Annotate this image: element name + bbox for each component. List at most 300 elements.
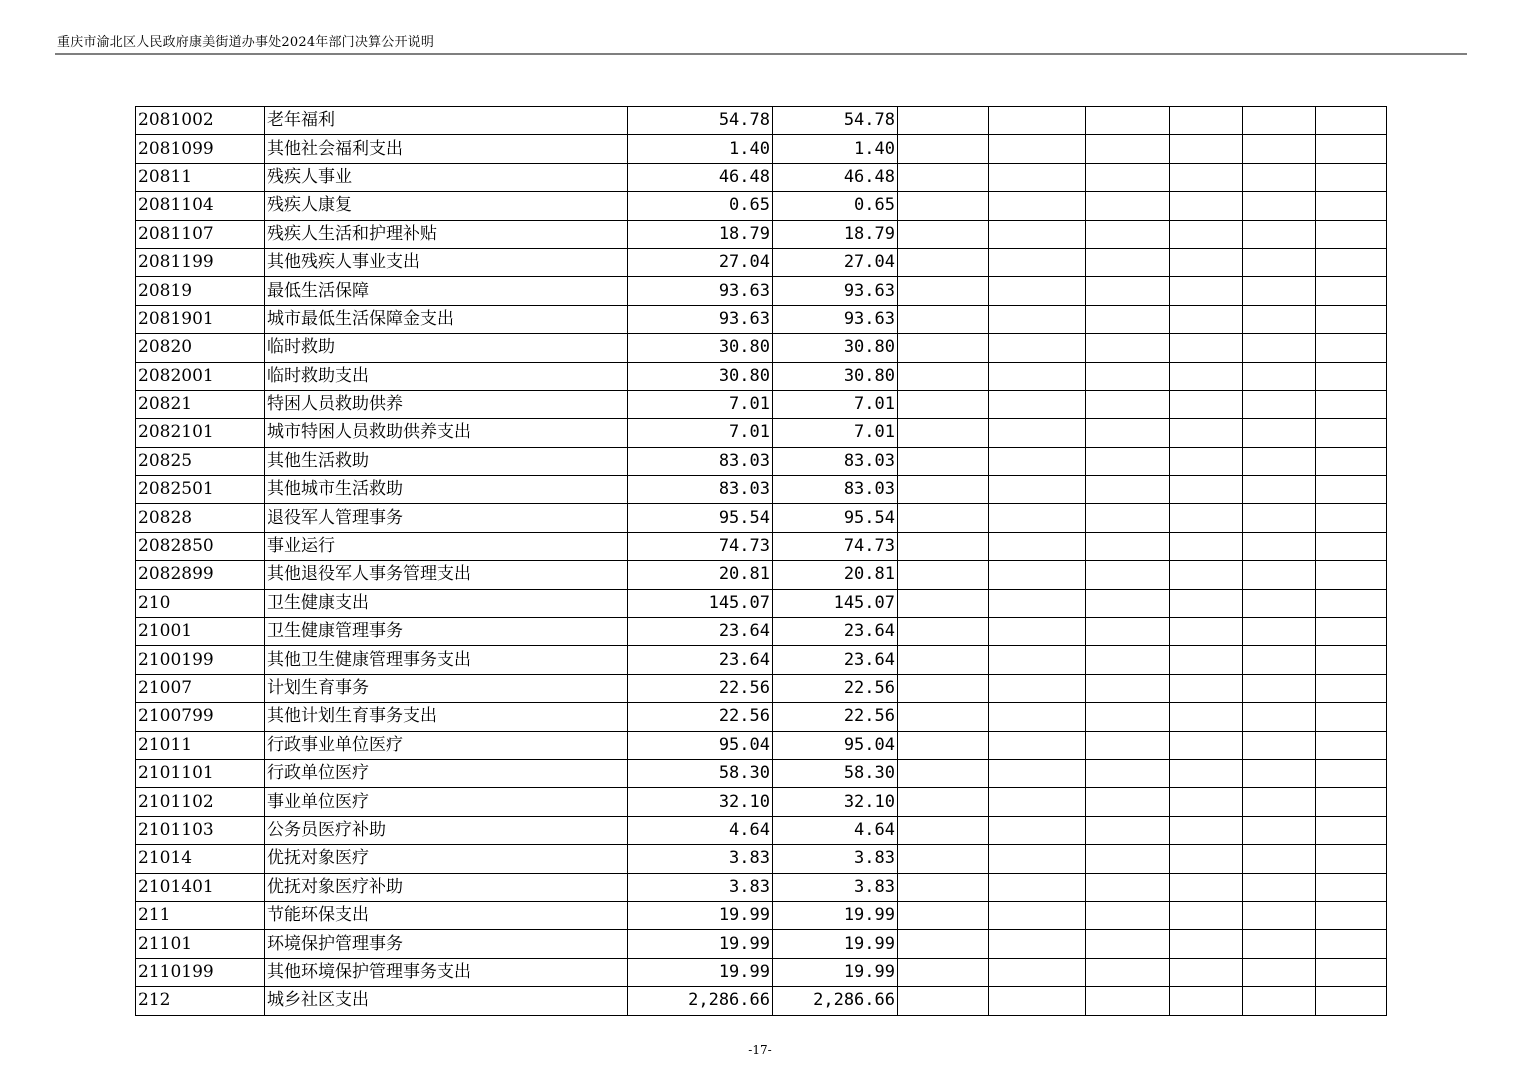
empty-cell — [1243, 362, 1316, 390]
table-row — [136, 674, 1387, 702]
empty-cell — [898, 589, 989, 617]
empty-cell — [898, 390, 989, 418]
empty-cell — [1086, 958, 1170, 986]
subject-code-cell: 2081901 — [136, 305, 265, 333]
empty-cell — [1170, 987, 1243, 1015]
amount-cell: 46.48 — [773, 163, 898, 191]
empty-cell — [1170, 532, 1243, 560]
empty-cell — [1170, 816, 1243, 844]
empty-cell — [1170, 163, 1243, 191]
table-row — [136, 277, 1387, 305]
subject-name-cell: 残疾人康复 — [265, 192, 628, 220]
empty-cell — [1316, 305, 1387, 333]
amount-cell: 7.01 — [773, 419, 898, 447]
table-row — [136, 504, 1387, 532]
empty-cell — [1316, 845, 1387, 873]
empty-cell — [1170, 277, 1243, 305]
empty-cell — [1243, 731, 1316, 759]
empty-cell — [1243, 334, 1316, 362]
empty-cell — [1316, 987, 1387, 1015]
empty-cell — [989, 788, 1086, 816]
subject-name-cell: 优抚对象医疗补助 — [265, 873, 628, 901]
subject-code-cell: 2082001 — [136, 362, 265, 390]
expenditure-table — [135, 106, 1387, 1016]
amount-cell: 1.40 — [773, 135, 898, 163]
total-amount-cell: 93.63 — [628, 277, 773, 305]
subject-name-cell: 临时救助 — [265, 334, 628, 362]
empty-cell — [1316, 135, 1387, 163]
table-row — [136, 589, 1387, 617]
empty-cell — [1316, 561, 1387, 589]
total-amount-cell: 19.99 — [628, 901, 773, 929]
table-row — [136, 703, 1387, 731]
empty-cell — [898, 958, 989, 986]
empty-cell — [898, 135, 989, 163]
empty-cell — [1316, 703, 1387, 731]
empty-cell — [1243, 107, 1316, 135]
table-row — [136, 816, 1387, 844]
amount-cell: 145.07 — [773, 589, 898, 617]
empty-cell — [1243, 532, 1316, 560]
table-row — [136, 334, 1387, 362]
amount-cell: 30.80 — [773, 334, 898, 362]
empty-cell — [1170, 135, 1243, 163]
empty-cell — [989, 703, 1086, 731]
empty-cell — [1243, 504, 1316, 532]
total-amount-cell: 23.64 — [628, 618, 773, 646]
empty-cell — [1086, 220, 1170, 248]
empty-cell — [1316, 362, 1387, 390]
empty-cell — [898, 248, 989, 276]
empty-cell — [989, 419, 1086, 447]
empty-cell — [1316, 419, 1387, 447]
total-amount-cell: 30.80 — [628, 334, 773, 362]
empty-cell — [1243, 816, 1316, 844]
subject-name-cell: 其他生活救助 — [265, 447, 628, 475]
total-amount-cell: 3.83 — [628, 845, 773, 873]
empty-cell — [1243, 987, 1316, 1015]
empty-cell — [1243, 305, 1316, 333]
header-divider — [55, 53, 1467, 55]
subject-code-cell: 20825 — [136, 447, 265, 475]
empty-cell — [1316, 930, 1387, 958]
empty-cell — [1316, 589, 1387, 617]
empty-cell — [989, 504, 1086, 532]
subject-name-cell: 临时救助支出 — [265, 362, 628, 390]
empty-cell — [1243, 873, 1316, 901]
empty-cell — [898, 334, 989, 362]
empty-cell — [1243, 277, 1316, 305]
subject-name-cell: 其他环境保护管理事务支出 — [265, 958, 628, 986]
subject-code-cell: 2081199 — [136, 248, 265, 276]
empty-cell — [1316, 163, 1387, 191]
table-row — [136, 958, 1387, 986]
subject-code-cell: 2101101 — [136, 759, 265, 787]
empty-cell — [989, 674, 1086, 702]
subject-code-cell: 2081099 — [136, 135, 265, 163]
subject-code-cell: 2101103 — [136, 816, 265, 844]
empty-cell — [1243, 476, 1316, 504]
empty-cell — [898, 476, 989, 504]
empty-cell — [1243, 419, 1316, 447]
empty-cell — [1243, 674, 1316, 702]
total-amount-cell: 19.99 — [628, 930, 773, 958]
empty-cell — [1170, 873, 1243, 901]
subject-name-cell: 残疾人事业 — [265, 163, 628, 191]
empty-cell — [1086, 561, 1170, 589]
subject-name-cell: 城乡社区支出 — [265, 987, 628, 1015]
empty-cell — [989, 163, 1086, 191]
empty-cell — [1316, 390, 1387, 418]
table-row — [136, 447, 1387, 475]
empty-cell — [1316, 958, 1387, 986]
empty-cell — [989, 135, 1086, 163]
total-amount-cell: 22.56 — [628, 703, 773, 731]
table-row — [136, 532, 1387, 560]
empty-cell — [898, 930, 989, 958]
amount-cell: 93.63 — [773, 305, 898, 333]
subject-name-cell: 老年福利 — [265, 107, 628, 135]
empty-cell — [989, 447, 1086, 475]
amount-cell: 22.56 — [773, 703, 898, 731]
table-row — [136, 362, 1387, 390]
empty-cell — [989, 589, 1086, 617]
empty-cell — [1086, 192, 1170, 220]
table-row — [136, 305, 1387, 333]
subject-name-cell: 行政事业单位医疗 — [265, 731, 628, 759]
empty-cell — [898, 646, 989, 674]
amount-cell: 20.81 — [773, 561, 898, 589]
table-body — [136, 107, 1387, 1016]
subject-name-cell: 最低生活保障 — [265, 277, 628, 305]
empty-cell — [1170, 759, 1243, 787]
empty-cell — [1086, 532, 1170, 560]
empty-cell — [1170, 220, 1243, 248]
subject-name-cell: 卫生健康支出 — [265, 589, 628, 617]
total-amount-cell: 0.65 — [628, 192, 773, 220]
amount-cell: 27.04 — [773, 248, 898, 276]
subject-code-cell: 2101102 — [136, 788, 265, 816]
total-amount-cell: 54.78 — [628, 107, 773, 135]
amount-cell: 95.54 — [773, 504, 898, 532]
empty-cell — [1086, 703, 1170, 731]
table-row — [136, 220, 1387, 248]
empty-cell — [898, 419, 989, 447]
table-row — [136, 476, 1387, 504]
empty-cell — [989, 220, 1086, 248]
empty-cell — [989, 901, 1086, 929]
subject-name-cell: 特困人员救助供养 — [265, 390, 628, 418]
amount-cell: 54.78 — [773, 107, 898, 135]
amount-cell: 30.80 — [773, 362, 898, 390]
empty-cell — [989, 107, 1086, 135]
empty-cell — [1170, 447, 1243, 475]
empty-cell — [1086, 987, 1170, 1015]
table-row — [136, 107, 1387, 135]
table-row — [136, 561, 1387, 589]
empty-cell — [1316, 277, 1387, 305]
empty-cell — [1086, 788, 1170, 816]
empty-cell — [1170, 192, 1243, 220]
table-row — [136, 135, 1387, 163]
subject-code-cell: 2081104 — [136, 192, 265, 220]
empty-cell — [989, 248, 1086, 276]
empty-cell — [1086, 646, 1170, 674]
empty-cell — [1086, 447, 1170, 475]
empty-cell — [989, 873, 1086, 901]
empty-cell — [1243, 788, 1316, 816]
subject-code-cell: 21101 — [136, 930, 265, 958]
empty-cell — [1316, 618, 1387, 646]
empty-cell — [1243, 703, 1316, 731]
empty-cell — [1086, 759, 1170, 787]
empty-cell — [1316, 759, 1387, 787]
empty-cell — [898, 447, 989, 475]
table-row — [136, 248, 1387, 276]
subject-code-cell: 2081107 — [136, 220, 265, 248]
document-header-title: 重庆市渝北区人民政府康美街道办事处2024年部门决算公开说明 — [57, 35, 435, 50]
subject-code-cell: 2100799 — [136, 703, 265, 731]
empty-cell — [989, 759, 1086, 787]
empty-cell — [1086, 390, 1170, 418]
subject-name-cell: 其他残疾人事业支出 — [265, 248, 628, 276]
empty-cell — [1170, 930, 1243, 958]
subject-code-cell: 2100199 — [136, 646, 265, 674]
empty-cell — [1243, 220, 1316, 248]
total-amount-cell: 27.04 — [628, 248, 773, 276]
empty-cell — [1170, 419, 1243, 447]
amount-cell: 93.63 — [773, 277, 898, 305]
subject-name-cell: 残疾人生活和护理补贴 — [265, 220, 628, 248]
empty-cell — [898, 107, 989, 135]
empty-cell — [898, 277, 989, 305]
empty-cell — [898, 731, 989, 759]
subject-name-cell: 行政单位医疗 — [265, 759, 628, 787]
empty-cell — [989, 731, 1086, 759]
total-amount-cell: 30.80 — [628, 362, 773, 390]
empty-cell — [1243, 135, 1316, 163]
subject-code-cell: 2082850 — [136, 532, 265, 560]
amount-cell: 0.65 — [773, 192, 898, 220]
subject-code-cell: 211 — [136, 901, 265, 929]
empty-cell — [898, 532, 989, 560]
empty-cell — [898, 163, 989, 191]
table-row — [136, 845, 1387, 873]
subject-name-cell: 事业单位医疗 — [265, 788, 628, 816]
empty-cell — [1086, 845, 1170, 873]
amount-cell: 18.79 — [773, 220, 898, 248]
empty-cell — [1243, 646, 1316, 674]
empty-cell — [1086, 504, 1170, 532]
amount-cell: 3.83 — [773, 873, 898, 901]
empty-cell — [1316, 504, 1387, 532]
subject-code-cell: 20821 — [136, 390, 265, 418]
empty-cell — [1243, 845, 1316, 873]
table-row — [136, 987, 1387, 1015]
empty-cell — [989, 958, 1086, 986]
empty-cell — [1316, 674, 1387, 702]
empty-cell — [1170, 362, 1243, 390]
amount-cell: 7.01 — [773, 390, 898, 418]
empty-cell — [989, 646, 1086, 674]
empty-cell — [1170, 618, 1243, 646]
total-amount-cell: 74.73 — [628, 532, 773, 560]
empty-cell — [1086, 816, 1170, 844]
empty-cell — [1243, 958, 1316, 986]
subject-code-cell: 21011 — [136, 731, 265, 759]
empty-cell — [1316, 646, 1387, 674]
amount-cell: 4.64 — [773, 816, 898, 844]
empty-cell — [1086, 248, 1170, 276]
subject-name-cell: 退役军人管理事务 — [265, 504, 628, 532]
amount-cell: 19.99 — [773, 901, 898, 929]
subject-name-cell: 其他退役军人事务管理支出 — [265, 561, 628, 589]
amount-cell: 22.56 — [773, 674, 898, 702]
empty-cell — [1316, 220, 1387, 248]
empty-cell — [1243, 930, 1316, 958]
empty-cell — [989, 334, 1086, 362]
subject-name-cell: 城市特困人员救助供养支出 — [265, 419, 628, 447]
table-row — [136, 731, 1387, 759]
empty-cell — [1170, 390, 1243, 418]
empty-cell — [1243, 759, 1316, 787]
subject-name-cell: 其他社会福利支出 — [265, 135, 628, 163]
empty-cell — [1086, 419, 1170, 447]
empty-cell — [1170, 958, 1243, 986]
total-amount-cell: 19.99 — [628, 958, 773, 986]
total-amount-cell: 83.03 — [628, 476, 773, 504]
empty-cell — [898, 504, 989, 532]
table-row — [136, 163, 1387, 191]
table-row — [136, 788, 1387, 816]
empty-cell — [1170, 504, 1243, 532]
subject-name-cell: 优抚对象医疗 — [265, 845, 628, 873]
empty-cell — [1316, 532, 1387, 560]
empty-cell — [898, 362, 989, 390]
amount-cell: 74.73 — [773, 532, 898, 560]
empty-cell — [989, 192, 1086, 220]
total-amount-cell: 18.79 — [628, 220, 773, 248]
subject-code-cell: 2082899 — [136, 561, 265, 589]
empty-cell — [1086, 305, 1170, 333]
empty-cell — [989, 362, 1086, 390]
table-row — [136, 759, 1387, 787]
empty-cell — [898, 788, 989, 816]
empty-cell — [1243, 163, 1316, 191]
empty-cell — [1170, 845, 1243, 873]
empty-cell — [1316, 476, 1387, 504]
amount-cell: 58.30 — [773, 759, 898, 787]
empty-cell — [1086, 930, 1170, 958]
empty-cell — [1170, 476, 1243, 504]
subject-name-cell: 其他计划生育事务支出 — [265, 703, 628, 731]
empty-cell — [989, 845, 1086, 873]
empty-cell — [898, 192, 989, 220]
empty-cell — [1170, 248, 1243, 276]
total-amount-cell: 83.03 — [628, 447, 773, 475]
table-row — [136, 390, 1387, 418]
empty-cell — [1316, 816, 1387, 844]
empty-cell — [1170, 107, 1243, 135]
empty-cell — [1086, 277, 1170, 305]
empty-cell — [1243, 901, 1316, 929]
empty-cell — [898, 845, 989, 873]
subject-code-cell: 2082501 — [136, 476, 265, 504]
empty-cell — [1086, 334, 1170, 362]
subject-name-cell: 卫生健康管理事务 — [265, 618, 628, 646]
empty-cell — [989, 390, 1086, 418]
total-amount-cell: 20.81 — [628, 561, 773, 589]
empty-cell — [989, 618, 1086, 646]
subject-name-cell: 事业运行 — [265, 532, 628, 560]
amount-cell: 2,286.66 — [773, 987, 898, 1015]
subject-code-cell: 20811 — [136, 163, 265, 191]
total-amount-cell: 145.07 — [628, 589, 773, 617]
empty-cell — [1170, 334, 1243, 362]
empty-cell — [1243, 390, 1316, 418]
subject-name-cell: 环境保护管理事务 — [265, 930, 628, 958]
total-amount-cell: 23.64 — [628, 646, 773, 674]
subject-code-cell: 2101401 — [136, 873, 265, 901]
total-amount-cell: 46.48 — [628, 163, 773, 191]
table-row — [136, 646, 1387, 674]
empty-cell — [1170, 305, 1243, 333]
empty-cell — [1243, 561, 1316, 589]
empty-cell — [989, 561, 1086, 589]
empty-cell — [1170, 674, 1243, 702]
empty-cell — [989, 305, 1086, 333]
subject-name-cell: 其他城市生活救助 — [265, 476, 628, 504]
subject-name-cell: 节能环保支出 — [265, 901, 628, 929]
total-amount-cell: 93.63 — [628, 305, 773, 333]
empty-cell — [989, 930, 1086, 958]
subject-code-cell: 20820 — [136, 334, 265, 362]
total-amount-cell: 3.83 — [628, 873, 773, 901]
empty-cell — [1086, 135, 1170, 163]
subject-code-cell: 2081002 — [136, 107, 265, 135]
empty-cell — [1243, 248, 1316, 276]
subject-name-cell: 城市最低生活保障金支出 — [265, 305, 628, 333]
total-amount-cell: 32.10 — [628, 788, 773, 816]
empty-cell — [898, 873, 989, 901]
empty-cell — [1170, 589, 1243, 617]
total-amount-cell: 95.04 — [628, 731, 773, 759]
empty-cell — [898, 816, 989, 844]
empty-cell — [1316, 731, 1387, 759]
total-amount-cell: 95.54 — [628, 504, 773, 532]
amount-cell: 23.64 — [773, 646, 898, 674]
empty-cell — [1316, 334, 1387, 362]
empty-cell — [1170, 788, 1243, 816]
empty-cell — [1170, 561, 1243, 589]
amount-cell: 32.10 — [773, 788, 898, 816]
subject-code-cell: 21014 — [136, 845, 265, 873]
empty-cell — [1243, 618, 1316, 646]
total-amount-cell: 2,286.66 — [628, 987, 773, 1015]
empty-cell — [989, 277, 1086, 305]
table-row — [136, 618, 1387, 646]
empty-cell — [1086, 589, 1170, 617]
empty-cell — [1316, 901, 1387, 929]
empty-cell — [1316, 873, 1387, 901]
subject-code-cell: 20819 — [136, 277, 265, 305]
empty-cell — [1316, 192, 1387, 220]
subject-code-cell: 212 — [136, 987, 265, 1015]
subject-code-cell: 21001 — [136, 618, 265, 646]
amount-cell: 23.64 — [773, 618, 898, 646]
empty-cell — [1243, 589, 1316, 617]
empty-cell — [989, 476, 1086, 504]
